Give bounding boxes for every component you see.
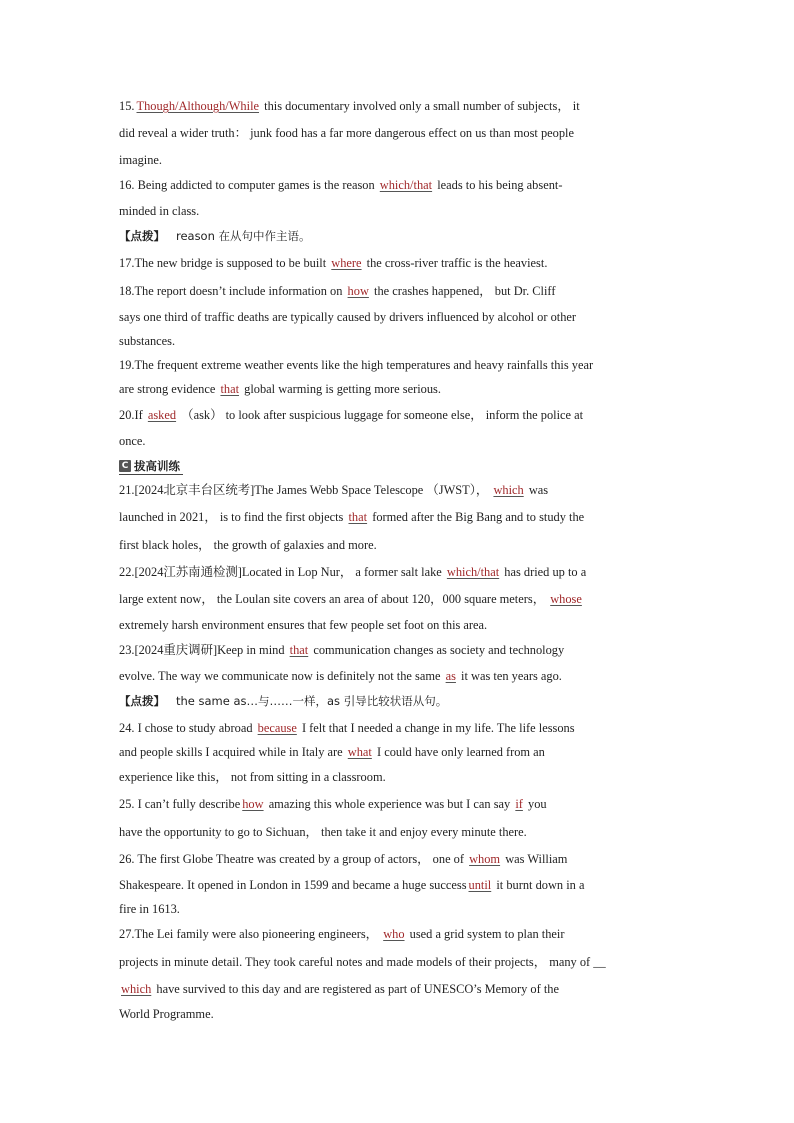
q16-line2: minded in class. xyxy=(119,204,200,218)
q23-line1: 23.[2024重庆调研]Keep in mind that communication changes as society and technology xyxy=(119,643,565,657)
q21-answer-2: that xyxy=(348,510,368,524)
q20-answer: asked xyxy=(147,408,177,422)
q16-answer: which/that xyxy=(379,178,433,192)
q21-answer-1: which xyxy=(493,483,524,497)
q23-answer-2: as xyxy=(445,669,456,683)
tip-label: 【点拨】 xyxy=(119,694,165,708)
q26-answer-1: whom xyxy=(469,852,501,866)
q15-line3: imagine. xyxy=(119,153,163,167)
q16-line1: 16. Being addicted to computer games is the reason which/that leads to his being absent- xyxy=(119,178,563,192)
q26-line2: Shakespeare. It opened in London in 1599 and became a huge success until it burnt down in a xyxy=(119,878,585,892)
q21-line2: launched in 2021， is to find the first objects that formed after the Big Bang and to study the xyxy=(119,510,585,524)
section-c-icon: C xyxy=(119,460,131,472)
q18-line2: says one third of traffic deaths are typically caused by drivers influenced by alcohol or other xyxy=(119,310,577,324)
q19-answer: that xyxy=(220,382,240,396)
q22-line2: large extent now， the Loulan site covers an area of about 120，000 square meters， whose xyxy=(119,592,582,606)
q15-line1: 15. Though/Although/While this documentary involved only a small number of subjects， it xyxy=(119,99,580,113)
q27-line2: projects in minute detail. They took careful notes and made models of their projects， many of __ xyxy=(119,955,606,969)
q18-line1: 18.The report doesn’t include information on how the crashes happened， but Dr. Cliff xyxy=(119,284,556,298)
q25-answer-2: if xyxy=(515,797,523,811)
q20-line1: 20.If asked （ask） to look after suspicious luggage for someone else， inform the police at xyxy=(119,408,584,422)
q17-answer: where xyxy=(331,256,362,270)
q24-answer-2: what xyxy=(347,745,372,759)
q27-line4: World Programme. xyxy=(119,1007,214,1021)
q21-line1: 21.[2024北京丰台区统考]The James Webb Space Telescope （JWST）， which was xyxy=(119,483,549,497)
q15-line2: did reveal a wider truth： junk food has a far more dangerous effect on us than most people xyxy=(119,126,574,140)
tip-1: 【点拨】 reason 在从句中作主语。 xyxy=(119,229,311,243)
q19-line1: 19.The frequent extreme weather events like the high temperatures and heavy rainfalls this year xyxy=(119,358,594,372)
q19-line2: are strong evidence that global warming is getting more serious. xyxy=(119,382,441,396)
q15-answer: Though/Although/While xyxy=(136,99,260,113)
q25-line2: have the opportunity to go to Sichuan， then take it and enjoy every minute there. xyxy=(119,825,527,839)
q23-answer-1: that xyxy=(289,643,309,657)
q24-line2: and people skills I acquired while in Italy are what I could have only learned from an xyxy=(119,745,545,759)
q21-line3: first black holes， the growth of galaxies and more. xyxy=(119,538,377,552)
tip-2: 【点拨】 the same as…与……一样，as 引导比较状语从句。 xyxy=(119,694,448,708)
q23-line2: evolve. The way we communicate now is definitely not the same as it was ten years ago. xyxy=(119,669,562,683)
section-title: 拔高训练 xyxy=(134,459,180,473)
q24-line1: 24. I chose to study abroad because I felt that I needed a change in my life. The life lessons xyxy=(119,721,575,735)
section-header xyxy=(119,456,183,475)
q27-line1: 27.The Lei family were also pioneering engineers， who used a grid system to plan their xyxy=(119,927,565,941)
q25-line1: 25. I can’t fully describe how amazing this whole experience was but I can say if you xyxy=(119,797,547,811)
q27-answer-2: which xyxy=(121,982,152,996)
q26-line1: 26. The first Globe Theatre was created by a group of actors， one of whom was William xyxy=(119,852,568,866)
q24-answer-1: because xyxy=(257,721,297,735)
q22-answer-1: which/that xyxy=(446,565,500,579)
q24-line3: experience like this， not from sitting in a classroom. xyxy=(119,770,386,784)
q17-line1: 17.The new bridge is supposed to be built where the cross-river traffic is the heaviest. xyxy=(119,256,548,270)
q20-line2: once. xyxy=(119,434,146,448)
q22-answer-2: whose xyxy=(550,592,582,606)
q27-answer-1: who xyxy=(383,927,405,941)
q26-line3: fire in 1613. xyxy=(119,902,180,916)
q22-line3: extremely harsh environment ensures that few people set foot on this area. xyxy=(119,618,488,632)
q18-answer: how xyxy=(347,284,369,298)
q26-answer-2: until xyxy=(468,878,492,892)
q22-line1: 22.[2024江苏南通检测]Located in Lop Nur， a former salt lake which/that has dried up to a xyxy=(119,565,587,579)
q18-line3: substances. xyxy=(119,334,176,348)
q27-line3: which have survived to this day and are registered as part of UNESCO’s Memory of the xyxy=(121,982,559,996)
q15-number: 15. xyxy=(119,99,135,113)
tip-label: 【点拨】 xyxy=(119,229,165,243)
q25-answer-1: how xyxy=(242,797,264,811)
